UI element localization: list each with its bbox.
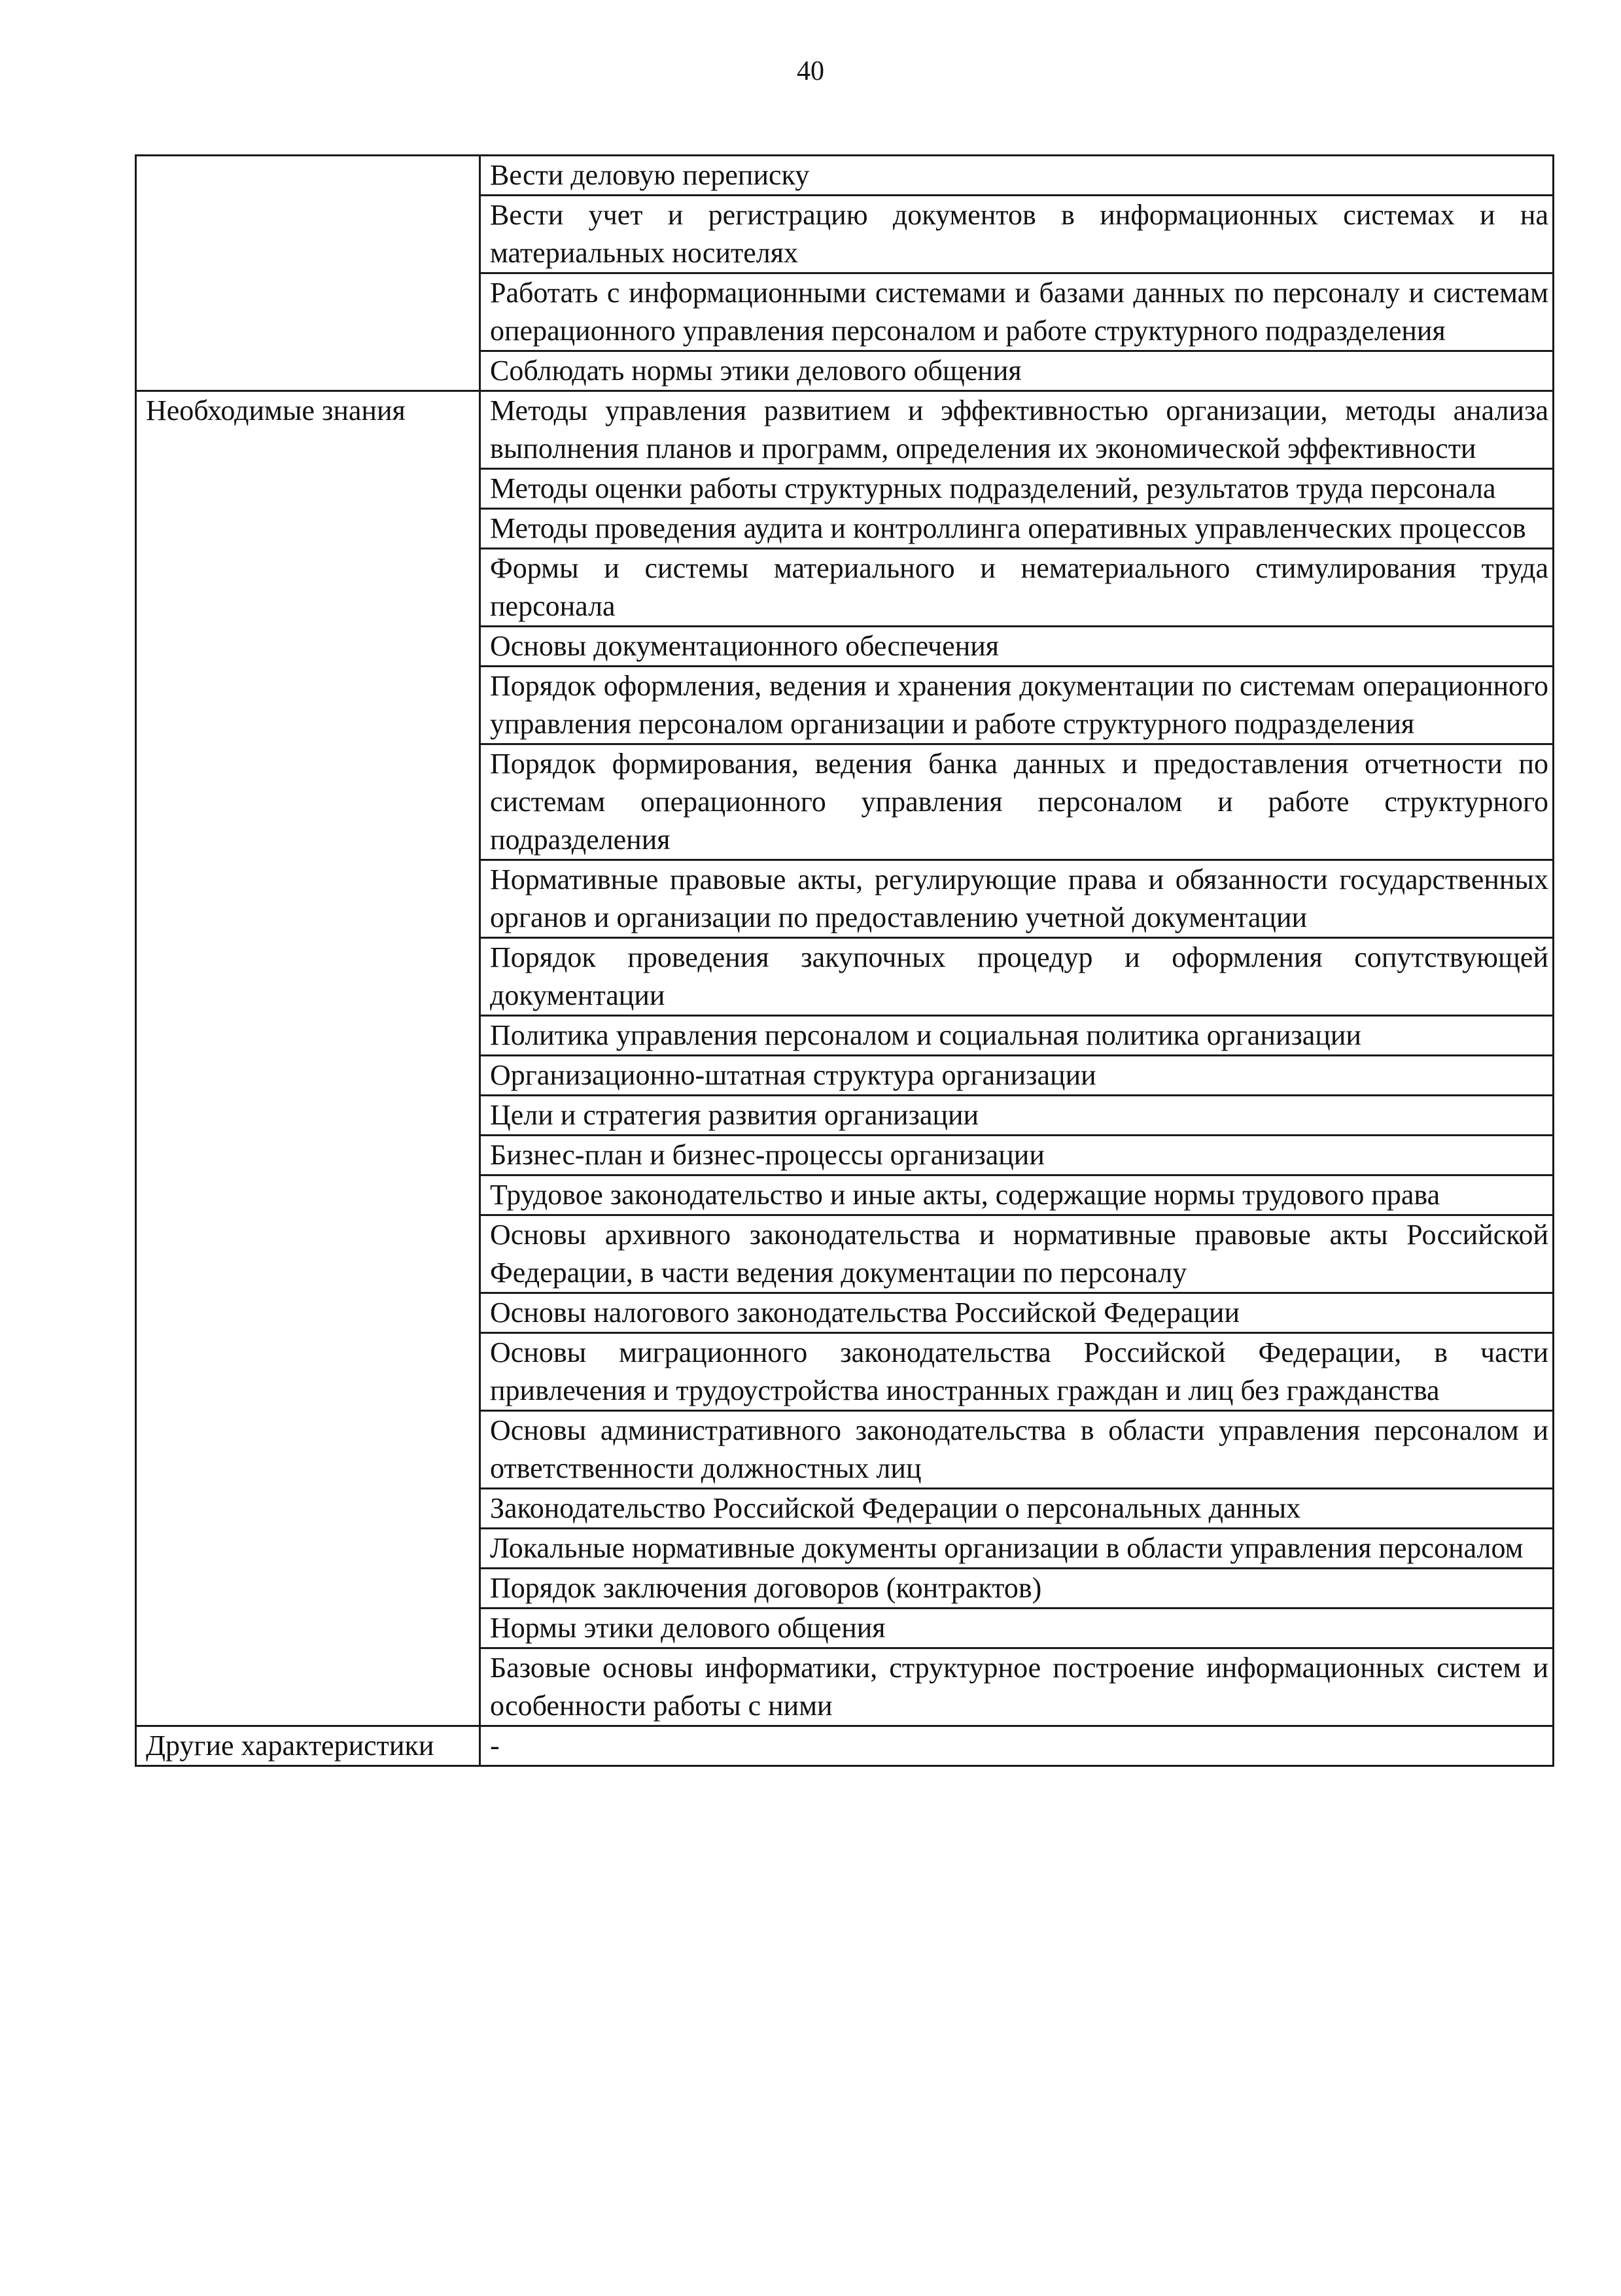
requirement-item: Порядок формирования, ведения банка данных и предоставления отчетности по системам операционного управления персоналом и работе структурного подразделения xyxy=(480,744,1554,860)
requirement-item: Основы миграционного законодательства Российской Федерации, в части привлечения и трудоустройства иностранных граждан и лиц без гражданства xyxy=(480,1333,1554,1411)
requirement-item: Локальные нормативные документы организации в области управления персоналом xyxy=(480,1529,1554,1569)
requirement-item: Основы документационного обеспечения xyxy=(480,627,1554,667)
requirement-item: Организационно-штатная структура организации xyxy=(480,1056,1554,1096)
page-number: 40 xyxy=(797,56,824,86)
requirement-item: Политика управления персоналом и социальная политика организации xyxy=(480,1016,1554,1056)
other-row xyxy=(136,1726,1554,1766)
requirement-item: Основы административного законодательства в области управления персоналом и ответственности должностных лиц xyxy=(480,1411,1554,1489)
knowledge-row xyxy=(136,391,1554,469)
requirement-item: Базовые основы информатики, структурное построение информационных систем и особенности работы с ними xyxy=(480,1648,1554,1726)
row-label: Другие характеристики xyxy=(136,1726,480,1766)
requirement-item: Нормы этики делового общения xyxy=(480,1609,1554,1648)
row-label xyxy=(136,156,480,391)
requirement-item: Основы архивного законодательства и нормативные правовые акты Российской Федерации, в части ведения документации по персоналу xyxy=(480,1215,1554,1293)
requirement-item: Порядок заключения договоров (контрактов) xyxy=(480,1569,1554,1609)
requirement-item: Работать с информационными системами и базами данных по персоналу и системам операционного управления персоналом и работе структурного подразделения xyxy=(480,273,1554,351)
requirement-item: Соблюдать нормы этики делового общения xyxy=(480,351,1554,391)
requirement-item: Нормативные правовые акты, регулирующие права и обязанности государственных органов и организации по предоставлению учетной документации xyxy=(480,860,1554,938)
requirement-item: Порядок оформления, ведения и хранения документации по системам операционного управления персоналом организации и работе структурного подразделения xyxy=(480,667,1554,744)
requirement-item: Основы налогового законодательства Российской Федерации xyxy=(480,1293,1554,1333)
skills-row xyxy=(136,156,1554,196)
requirement-item: Цели и стратегия развития организации xyxy=(480,1096,1554,1136)
requirement-item: Методы управления развитием и эффективностью организации, методы анализа выполнения планов и программ, определения их экономической эффективности xyxy=(480,391,1554,469)
requirement-item: Порядок проведения закупочных процедур и оформления сопутствующей документации xyxy=(480,938,1554,1016)
requirement-item: Трудовое законодательство и иные акты, содержащие нормы трудового права xyxy=(480,1175,1554,1215)
row-label: Необходимые знания xyxy=(136,391,480,1726)
requirement-item: Законодательство Российской Федерации о персональных данных xyxy=(480,1489,1554,1529)
requirement-item: Формы и системы материального и нематериального стимулирования труда персонала xyxy=(480,549,1554,627)
requirement-item: Бизнес-план и бизнес-процессы организации xyxy=(480,1136,1554,1175)
requirements-table xyxy=(135,154,1554,1767)
requirements-table-body xyxy=(136,156,1554,1766)
requirement-item: Методы проведения аудита и контроллинга оперативных управленческих процессов xyxy=(480,509,1554,549)
requirement-item: Вести учет и регистрацию документов в информационных системах и на материальных носителях xyxy=(480,196,1554,273)
requirement-item: Методы оценки работы структурных подразделений, результатов труда персонала xyxy=(480,469,1554,509)
requirement-item: Вести деловую переписку xyxy=(480,156,1554,196)
requirement-item: - xyxy=(480,1726,1554,1766)
